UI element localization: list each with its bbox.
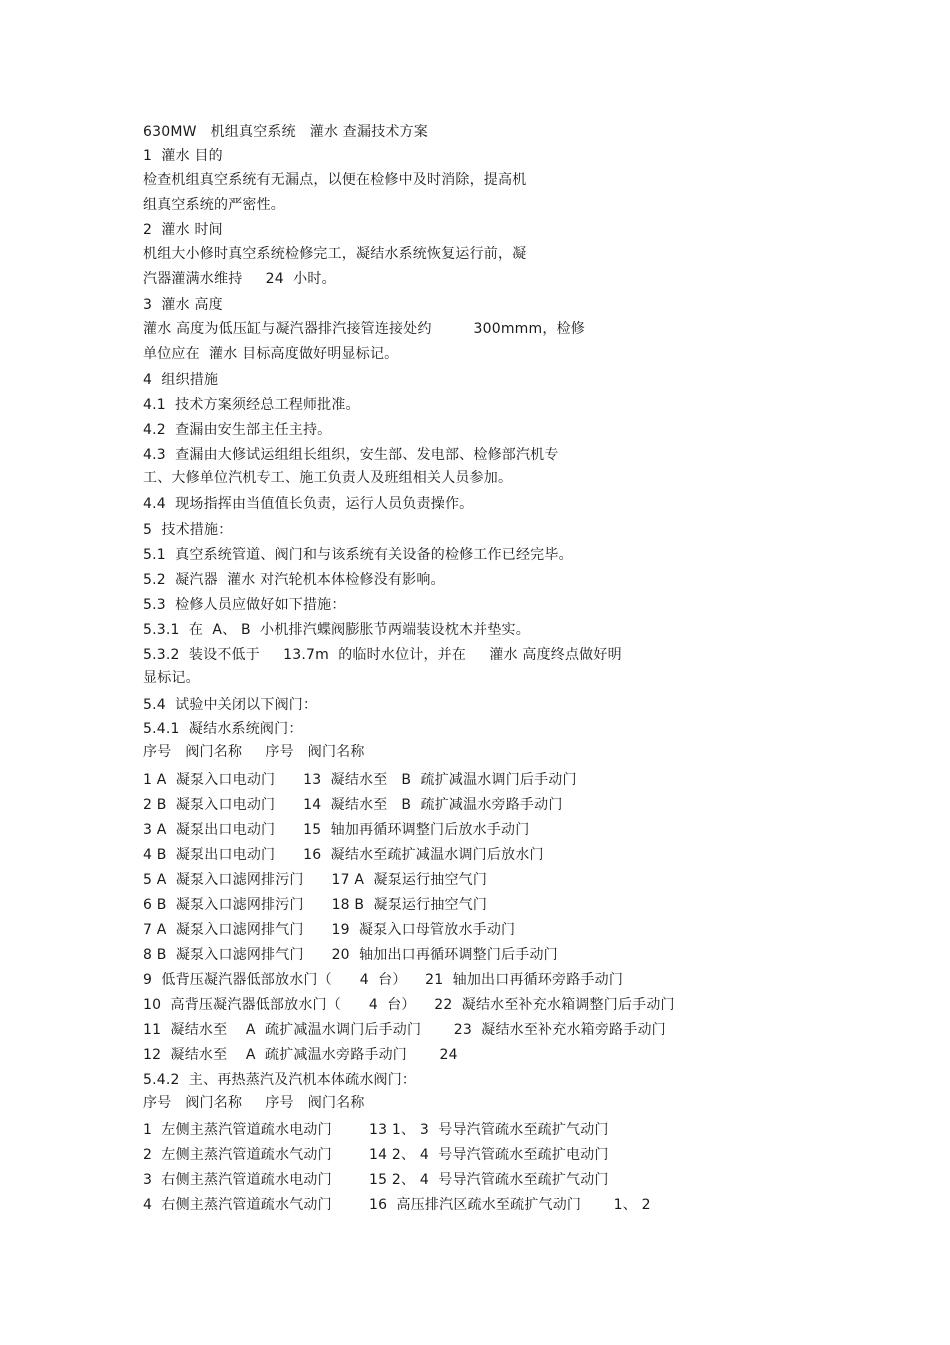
- table-row: 2 B 凝泵入口电动门 14 凝结水至 B 疏扩减温水旁路手动门: [143, 797, 563, 813]
- table-row: 7 A 凝泵入口滤网排气门 19 凝泵入口母管放水手动门: [143, 922, 516, 938]
- paragraph-line: 5.3.2 装设不低于 13.7m 的临时水位计，并在 灌水 高度终点做好明: [143, 647, 622, 663]
- paragraph-line: 4.1 技术方案须经总工程师批准。: [143, 397, 360, 413]
- paragraph-line: 5.3.1 在 A、 B 小机排汽蝶阀膨胀节两端装设枕木并垫实。: [143, 622, 530, 638]
- table-header: 序号 阀门名称 序号 阀门名称: [143, 744, 365, 760]
- paragraph-line: 组真空系统的严密性。: [143, 197, 285, 213]
- paragraph-line: 5.3 检修人员应做好如下措施：: [143, 597, 346, 613]
- table-row: 5 A 凝泵入口滤网排污门 17 A 凝泵运行抽空气门: [143, 872, 488, 888]
- table-row: 11 凝结水至 A 疏扩减温水调门后手动门 23 凝结水至补充水箱旁路手动门: [143, 1022, 666, 1038]
- paragraph-line: 5.4.2 主、再热蒸汽及汽机本体疏水阀门：: [143, 1072, 417, 1088]
- table-row: 12 凝结水至 A 疏扩减温水旁路手动门 24: [143, 1047, 458, 1063]
- table-row: 1 A 凝泵入口电动门 13 凝结水至 B 疏扩减温水调门后手动门: [143, 772, 577, 788]
- document-title: 630MW 机组真空系统 灌水 查漏技术方案: [143, 124, 428, 140]
- section-heading: 5 技术措施：: [143, 522, 233, 538]
- paragraph-line: 检查机组真空系统有无漏点，以便在检修中及时消除，提高机: [143, 172, 527, 188]
- table-row: 3 A 凝泵出口电动门 15 轴加再循环调整门后放水手动门: [143, 822, 530, 838]
- paragraph-line: 4.3 查漏由大修试运组组长组织，安生部、发电部、检修部汽机专: [143, 447, 559, 463]
- paragraph-line: 机组大小修时真空系统检修完工，凝结水系统恢复运行前，凝: [143, 246, 527, 262]
- paragraph-line: 5.1 真空系统管道、阀门和与该系统有关设备的检修工作已经完毕。: [143, 547, 573, 563]
- table-row: 6 B 凝泵入口滤网排污门 18 B 凝泵运行抽空气门: [143, 897, 488, 913]
- paragraph-line: 汽器灌满水维持 24 小时。: [143, 271, 336, 287]
- section-heading: 3 灌水 高度: [143, 297, 223, 313]
- table-row: 1 左侧主蒸汽管道疏水电动门 13 1、 3 号导汽管疏水至疏扩气动门: [143, 1122, 609, 1138]
- table-row: 9 低背压凝汽器低部放水门（ 4 台） 21 轴加出口再循环旁路手动门: [143, 972, 624, 988]
- table-row: 2 左侧主蒸汽管道疏水气动门 14 2、 4 号导汽管疏水至疏扩电动门: [143, 1147, 609, 1163]
- table-row: 8 B 凝泵入口滤网排气门 20 轴加出口再循环调整门后手动门: [143, 947, 558, 963]
- section-heading: 1 灌水 目的: [143, 148, 223, 164]
- section-heading: 2 灌水 时间: [143, 222, 223, 238]
- paragraph-line: 4.4 现场指挥由当值值长负责，运行人员负责操作。: [143, 496, 474, 512]
- paragraph-line: 工、大修单位汽机专工、施工负责人及班组相关人员参加。: [143, 470, 513, 486]
- table-row: 4 右侧主蒸汽管道疏水气动门 16 高压排汽区疏水至疏扩气动门 1、 2: [143, 1197, 651, 1213]
- table-row: 3 右侧主蒸汽管道疏水电动门 15 2、 4 号导汽管疏水至疏扩气动门: [143, 1172, 609, 1188]
- table-header: 序号 阀门名称 序号 阀门名称: [143, 1095, 365, 1111]
- paragraph-line: 5.2 凝汽器 灌水 对汽轮机本体检修没有影响。: [143, 572, 445, 588]
- paragraph-line: 单位应在 灌水 目标高度做好明显标记。: [143, 346, 399, 362]
- paragraph-line: 显标记。: [143, 670, 200, 686]
- paragraph-line: 5.4.1 凝结水系统阀门：: [143, 721, 303, 737]
- table-row: 10 高背压凝汽器低部放水门（ 4 台） 22 凝结水至补充水箱调整门后手动门: [143, 997, 675, 1013]
- table-row: 4 B 凝泵出口电动门 16 凝结水至疏扩减温水调门后放水门: [143, 847, 544, 863]
- paragraph-line: 4.2 查漏由安生部主任主持。: [143, 422, 332, 438]
- paragraph-line: 灌水 高度为低压缸与凝汽器排汽接管连接处约 300mmm，检修: [143, 321, 585, 337]
- paragraph-line: 5.4 试验中关闭以下阀门：: [143, 697, 318, 713]
- section-heading: 4 组织措施: [143, 372, 219, 388]
